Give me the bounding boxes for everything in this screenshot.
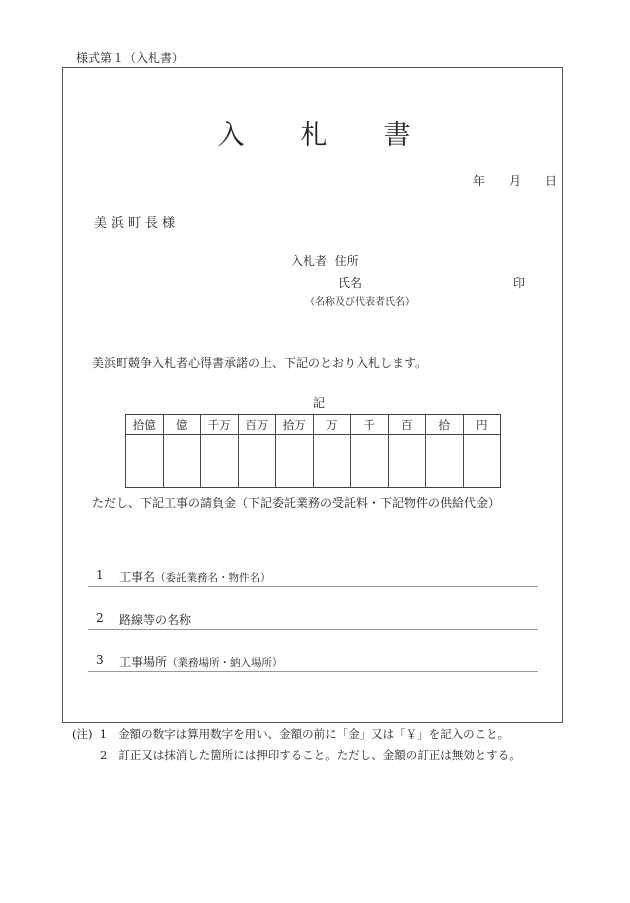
amount-header-cell: 千 — [351, 415, 389, 435]
amount-header-cell: 百万 — [238, 415, 276, 435]
amount-value-cell — [238, 435, 276, 488]
name-label: 氏名 — [338, 276, 363, 290]
amount-header-cell: 拾 — [426, 415, 464, 435]
item-number: 3 — [96, 653, 104, 667]
amount-header-cell: 拾万 — [276, 415, 314, 435]
date-line — [473, 172, 557, 189]
record-label: 記 — [313, 396, 326, 410]
amount-header-cell: 円 — [463, 415, 501, 435]
document-title — [0, 113, 630, 152]
date-year: 年 — [473, 174, 486, 188]
note-number: 2 — [100, 748, 108, 762]
bidder-label: 入札者 — [291, 254, 328, 268]
proviso-text: ただし、下記工事の請負金（下記委託業務の受託料・下記物件の供給代金） — [92, 496, 501, 510]
title-char: 入 — [217, 120, 247, 151]
amount-header-cell: 億 — [163, 415, 201, 435]
amount-value-cell — [351, 435, 389, 488]
item-label: 路線等の名称 — [119, 613, 192, 627]
addressee: 美浜町長様 — [94, 216, 180, 231]
title-char: 札 — [300, 120, 330, 151]
amount-header-cell: 万 — [313, 415, 351, 435]
item-label: 工事場所 — [119, 655, 168, 669]
bidder-line — [291, 252, 359, 269]
form-label: 様式第１（入札書） — [76, 51, 185, 65]
declaration-text: 美浜町競争入札者心得書承諾の上、下記のとおり入札します。 — [92, 356, 428, 370]
item-number: 1 — [96, 568, 104, 582]
item-sublabel: （委託業務名・物件名） — [155, 572, 271, 584]
amount-value-cell — [163, 435, 201, 488]
name-note: （名称及び代表者氏名） — [305, 297, 415, 308]
amount-value-cell — [201, 435, 239, 488]
seal-label: 印 — [513, 276, 526, 290]
amount-header-cell: 百 — [388, 415, 426, 435]
amount-value-cell — [313, 435, 351, 488]
item-line-route-name — [88, 611, 538, 630]
amount-value-row — [126, 435, 501, 488]
note-prefix: (注) — [72, 727, 93, 741]
item-label: 工事名 — [119, 570, 156, 584]
item-sublabel: （業務場所・納入場所） — [167, 657, 283, 669]
note-text: 金額の数字は算用数字を用い、金額の前に「金」又は「￥」を記入のこと。 — [118, 727, 510, 741]
amount-header-row — [126, 415, 501, 435]
amount-table — [125, 414, 501, 488]
title-char: 書 — [383, 120, 413, 151]
date-month: 月 — [509, 174, 522, 188]
address-label: 住所 — [334, 254, 359, 268]
item-line-construction-place — [88, 653, 538, 672]
amount-value-cell — [388, 435, 426, 488]
item-number: 2 — [96, 611, 104, 625]
amount-header-cell: 拾億 — [126, 415, 164, 435]
amount-value-cell — [463, 435, 501, 488]
note-1 — [72, 726, 509, 742]
date-day: 日 — [545, 174, 558, 188]
amount-value-cell — [276, 435, 314, 488]
note-text: 訂正又は抹消した箇所には押印すること。ただし、金額の訂正は無効とする。 — [118, 748, 521, 762]
amount-header-cell: 千万 — [201, 415, 239, 435]
item-line-construction-name — [88, 568, 538, 587]
note-2 — [100, 747, 521, 763]
note-number: 1 — [99, 727, 108, 741]
amount-value-cell — [126, 435, 164, 488]
amount-value-cell — [426, 435, 464, 488]
